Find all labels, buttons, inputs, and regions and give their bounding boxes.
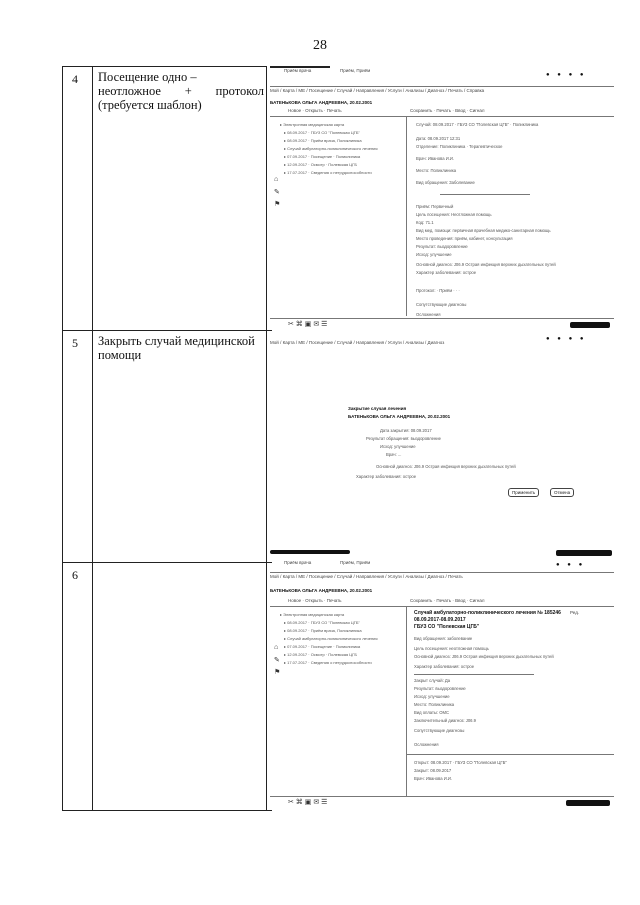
row-number: 6 [72,568,78,582]
toolbar-print[interactable]: Печать [326,108,342,113]
row-number: 4 [72,72,78,86]
step-line: Посещение одно – [98,70,197,84]
apply-button[interactable]: Применить [508,488,539,497]
patient-name: БАТЕНЬКОВА ОЛЬГА АНДРЕЕВНА, 20.02.2001 [270,100,373,105]
step-line: (требуется шаблон) [98,98,202,112]
cancel-button[interactable]: Отмена [550,488,574,497]
toolbar-new[interactable]: Новое [288,108,302,113]
patient-name: БАТЕНЬКОВА ОЛЬГА АНДРЕЕВНА, 20.02.2001 [270,588,373,593]
screenshot-case-summary: Приём врача Приём, Приём ● ● ● Мой / Карта / МЕ / Посещение / Случай / Направления / Услуги / Анализы / Диагноз / Печать БАТЕНЬКОВА ОЛЬГА АНДРЕЕВНА, 20.02.2001 Новое · Открыть · Печать Сохранить · Печать · Ввод · Сигнал ▸ Электронная медицинская карта ▸ 08.09.2017 · ГБУЗ СО "Полевская ЦГБ" ▸ 08.09.2017 · Приём врача, Поликлиника ▸ Случай амбулаторно-поликлинического лечения ▸ 07.09.2017 · Посещение · Поликлиника ▸ 12.09.2017 · Осмотр · Полевская ЦГБ ▸ 17.07.2017 · Сведения о нетрудоспособности ⌂ ✎ ⚑ Случай амбулаторно-поликлинического лечения № 185246 08.09.2017-08.09.2017 ГБУЗ СО "Полевская ЦГБ" Ред. Вид обращения: заболевание Цель посещения: неотложная помощь Основной диагноз: J06.9 Острая инфекция верхних дыхательных путей Характер заболевания: острое Закрыт случай: Да Результат: выздоровление Исход: улучшение Место: Поликлиника Вид оплаты: ОМС Заключительный диагноз: J06.9 Сопутствующие диагнозы Осложнения Открыт: 08.09.2017 · ГБУЗ СО "Полевская ЦГБ" Закрыт: 08.09.2017 Врач: Иванова И.И. ✂ ⌘ ▣ ✉ ☰ [270,548,614,812]
step-line: неотложное + протокол [98,84,264,98]
step-line: помощи [98,348,142,362]
toolbar-open[interactable]: Открыть [305,108,323,113]
step-description [98,334,268,362]
row-separator [62,562,272,563]
table-divider-2 [266,66,267,811]
table-bottom-border [62,810,272,811]
dialog-title: Закрытие случая лечения [348,406,407,411]
screenshot-visit-protocol: Приём врача Приём, Приём ● ● ● ● Мой / Карта / МЕ / Посещение / Случай / Направления / Услуги / Анализы / Диагноз / Печать / Справка БАТЕНЬКОВА ОЛЬГА АНДРЕЕВНА, 20.02.2001 Новое · Открыть · Печать Сохранить · Печать · Ввод · Сигнал ▸ Электронная медицинская карта ▸ 08.09.2017 · ГБУЗ СО "Полевская ЦГБ" ▸ 08.09.2017 · Приём врача, Поликлиника ▸ Случай амбулаторно-поликлинического лечения ▸ 07.09.2017 · Посещение · Поликлиника ▸ 12.09.2017 · Осмотр · Полевская ЦГБ ▸ 17.07.2017 · Сведения о нетрудоспособности ⌂ ✎ ⚑ Случай: 08.09.2017 · ГБУЗ СО "Полевская ЦГБ" · Поликлиника Дата: 08.09.2017 12:31 Отделение: Поликлиника · Терапевтическое Врач: Иванова И.И. Место: Поликлиника Вид обращения: Заболевание Приём: Первичный Цель посещения: Неотложная помощь Код: 71.1 Вид мед. помощи: первичная врачебная медико-санитарная помощь Место проведения: приём, кабинет, консультация Результат: выздоровление Исход: улучшение Основной диагноз: J06.9 Острая инфекция верхних дыхательных путей Характер заболевания: острое Протокол: · Приём · · · Сопутствующие диагнозы Осложнения ✂ ⌘ ▣ ✉ ☰ [270,64,614,332]
step-line: Закрыть случай медицинской [98,334,255,348]
case-title: Случай амбулаторно-поликлинического лечения № 185246 [414,610,561,616]
table-divider [92,66,93,811]
screenshot-close-case: Мой / Карта / МЕ / Посещение / Случай / Направления / Услуги / Анализы / Диагноз ● ● ● ● Закрытие случая лечения БАТЕНЬКОВА ОЛЬГА АНДРЕЕВНА, 20.02.2001 Дата закрытия: 08.09.2017 Результат обращения: выздоровление Исход: улучшение Врач: ... Основной диагноз: J06.9 Острая инфекция верхних дыхательных путей Характер заболевания: острое Применить Отмена [270,336,587,495]
dialog-patient-name: БАТЕНЬКОВА ОЛЬГА АНДРЕЕВНА, 20.02.2001 [348,414,451,419]
row-separator [62,330,272,331]
case-dates: 08.09.2017-08.09.2017 [414,617,466,623]
step-description [98,70,264,112]
page-number: 28 [313,38,327,53]
case-org: ГБУЗ СО "Полевская ЦГБ" [414,624,480,630]
table-left-border [62,66,63,811]
row-number: 5 [72,336,78,350]
